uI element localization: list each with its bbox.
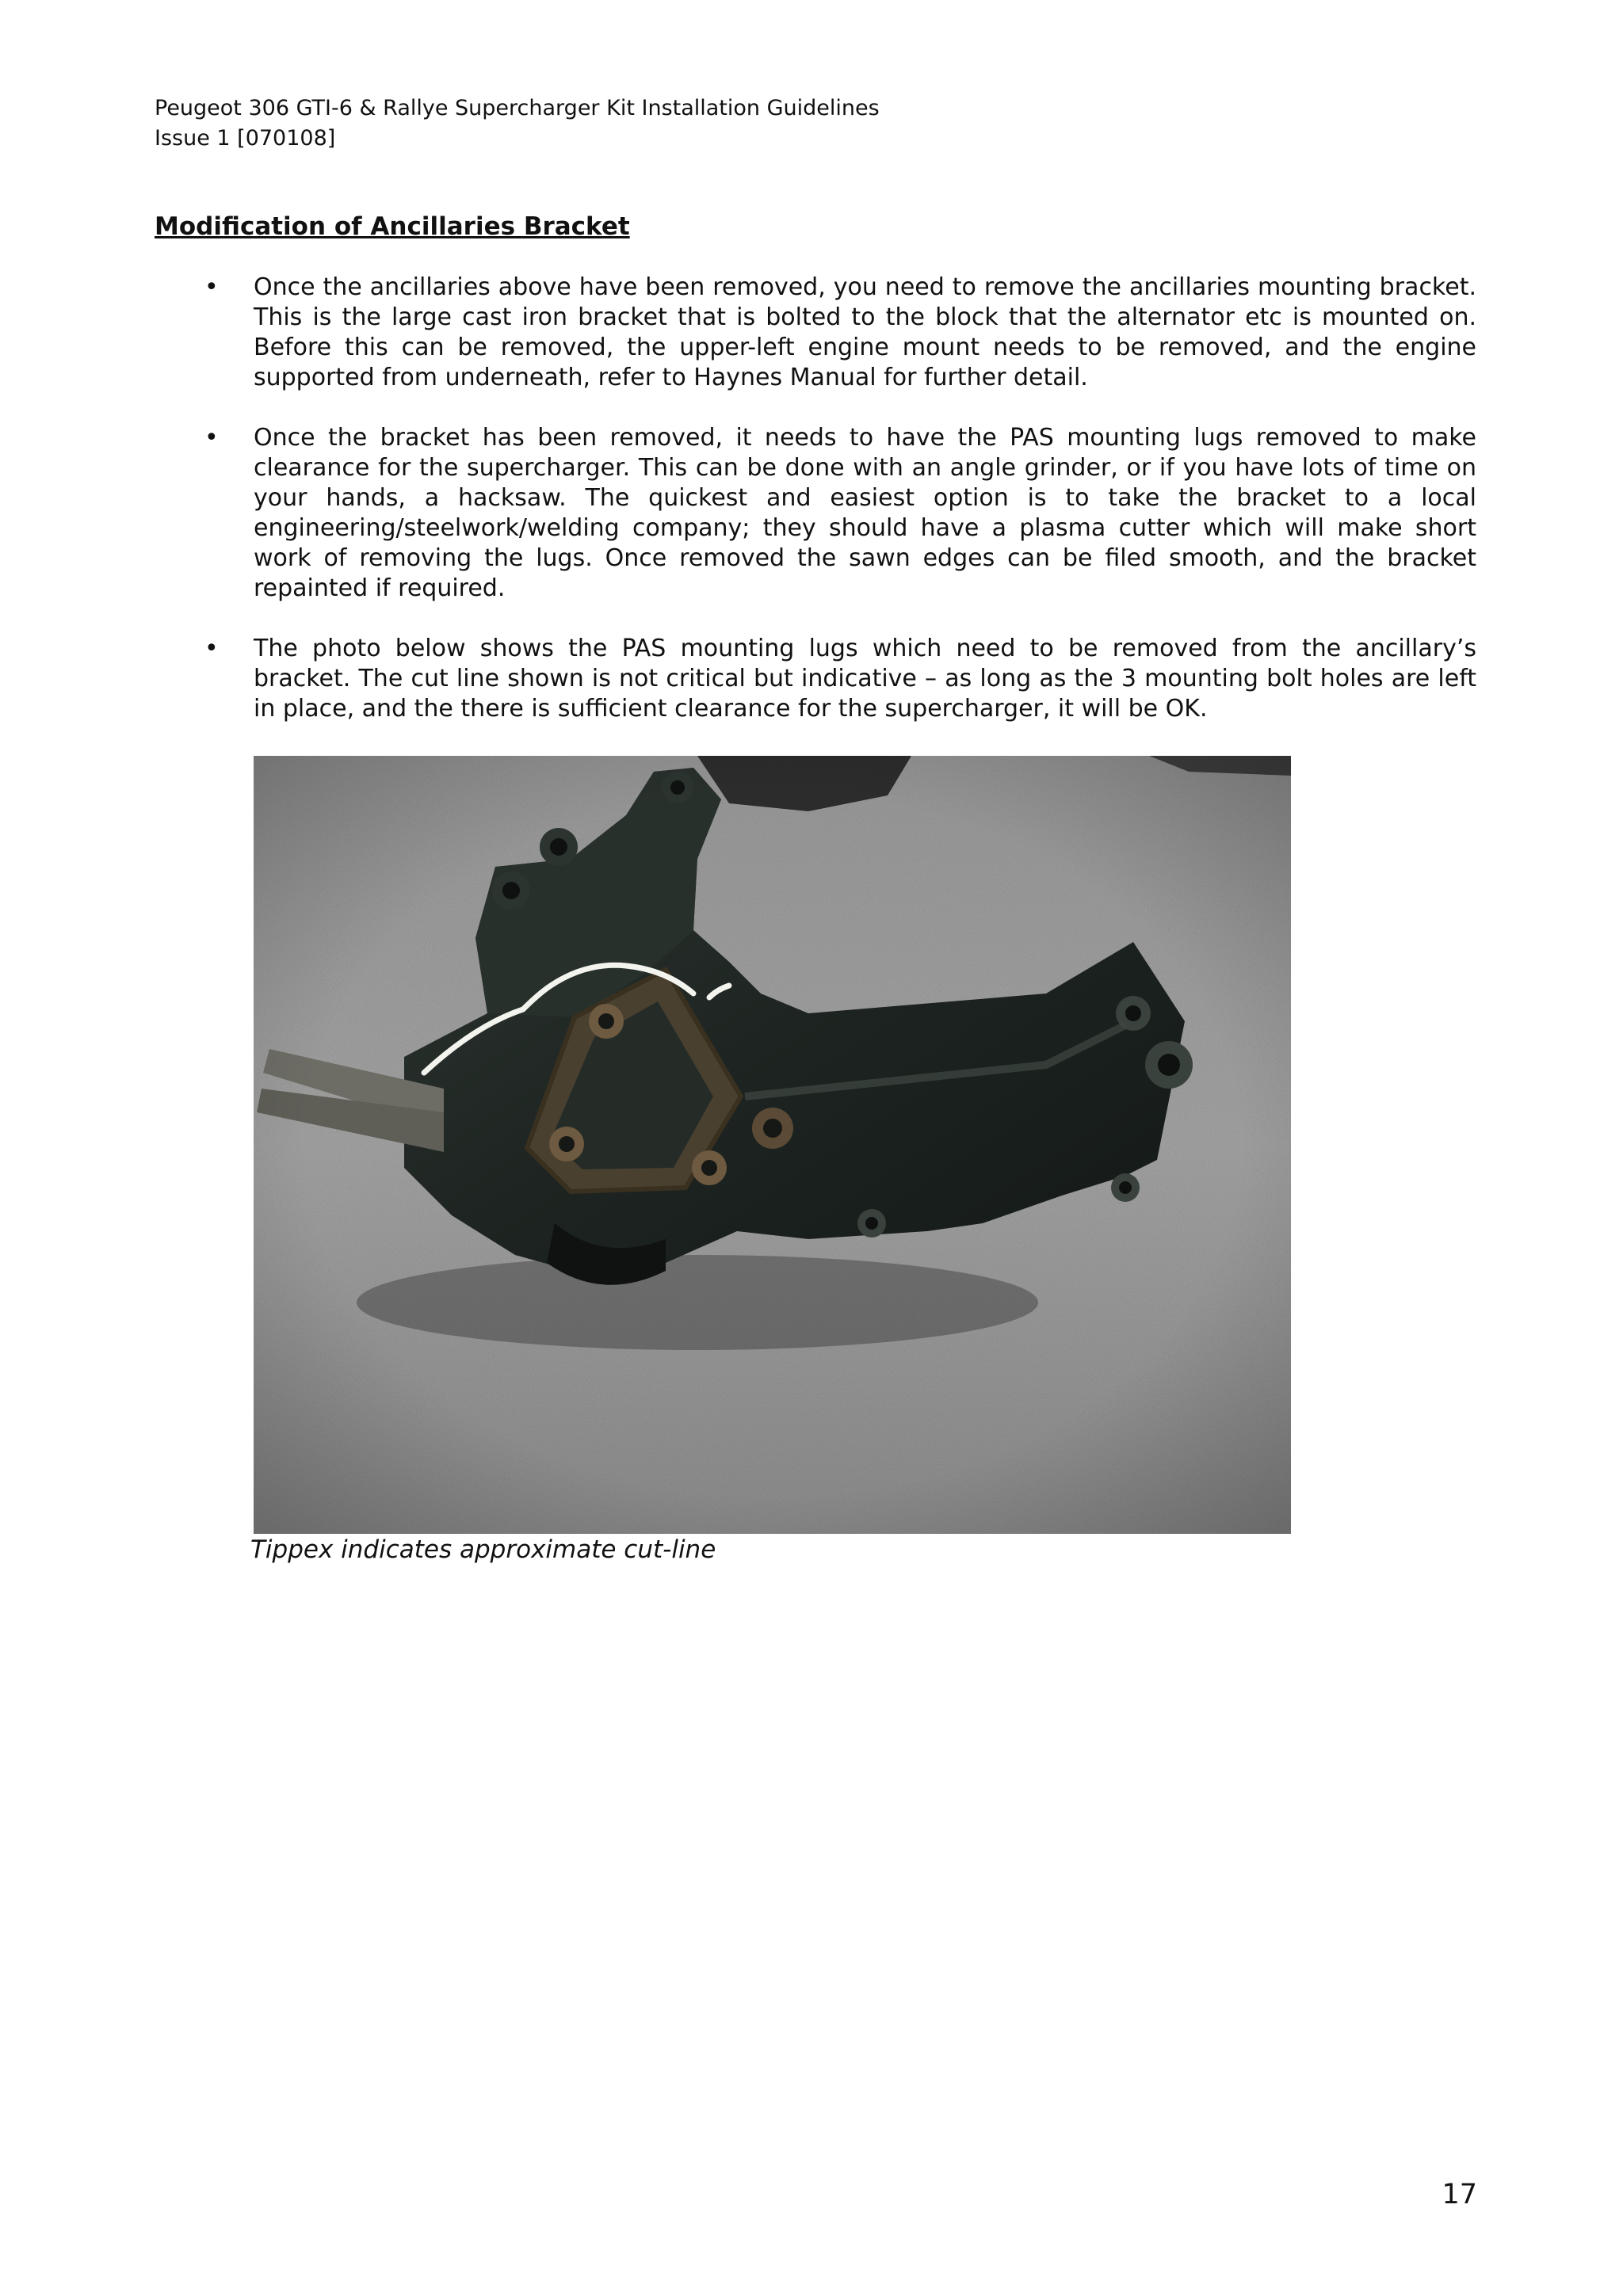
bullet-marker: • [204,635,219,662]
bullet-list [155,273,1476,754]
list-item-text: Once the bracket has been removed, it needs to have the PAS mounting lugs removed to make clearance for the supercharger. This can be done with an angle grinder, or if you have lots of time on your hands, a hacksaw. The quickest and easiest option is to take the bracket to a local engineering/steelwork/welding company; they should have a plasma cutter which will make short work of removing the lugs. Once removed the sawn edges can be filed smooth, and the bracket repainted if required. [254,424,1476,602]
figure-caption: Tippex indicates approximate cut-line [250,1535,716,1564]
document-issue: Issue 1 [070108] [155,126,336,151]
list-item-text: The photo below shows the PAS mounting lugs which need to be removed from the ancillary’s bracket. The cut line shown is not critical but indicative – as long as the 3 mounting bolt holes are left in place, and the there is sufficient clearance for the supercharger, it will be OK. [254,635,1476,723]
bracket-photo [254,756,1291,1534]
page-number: 17 [1442,2179,1477,2210]
list-item [155,273,1476,393]
list-item-text: Once the ancillaries above have been removed, you need to remove the ancillaries mounting bracket. This is the large cast iron bracket that is bolted to the block that the alternator etc is mounted on. Before this can be removed, the upper-left engine mount needs to be removed, and the engine supported from underneath, refer to Haynes Manual for further detail. [254,273,1476,391]
document-title: Peugeot 306 GTI-6 & Rallye Supercharger Kit Installation Guidelines [155,96,880,120]
section-heading: Modification of Ancillaries Bracket [155,212,630,241]
bullet-marker: • [204,424,219,452]
list-item [155,634,1476,724]
list-item [155,423,1476,604]
bracket-illustration [254,756,1291,1534]
bullet-marker: • [204,273,219,301]
document-header [155,93,880,154]
